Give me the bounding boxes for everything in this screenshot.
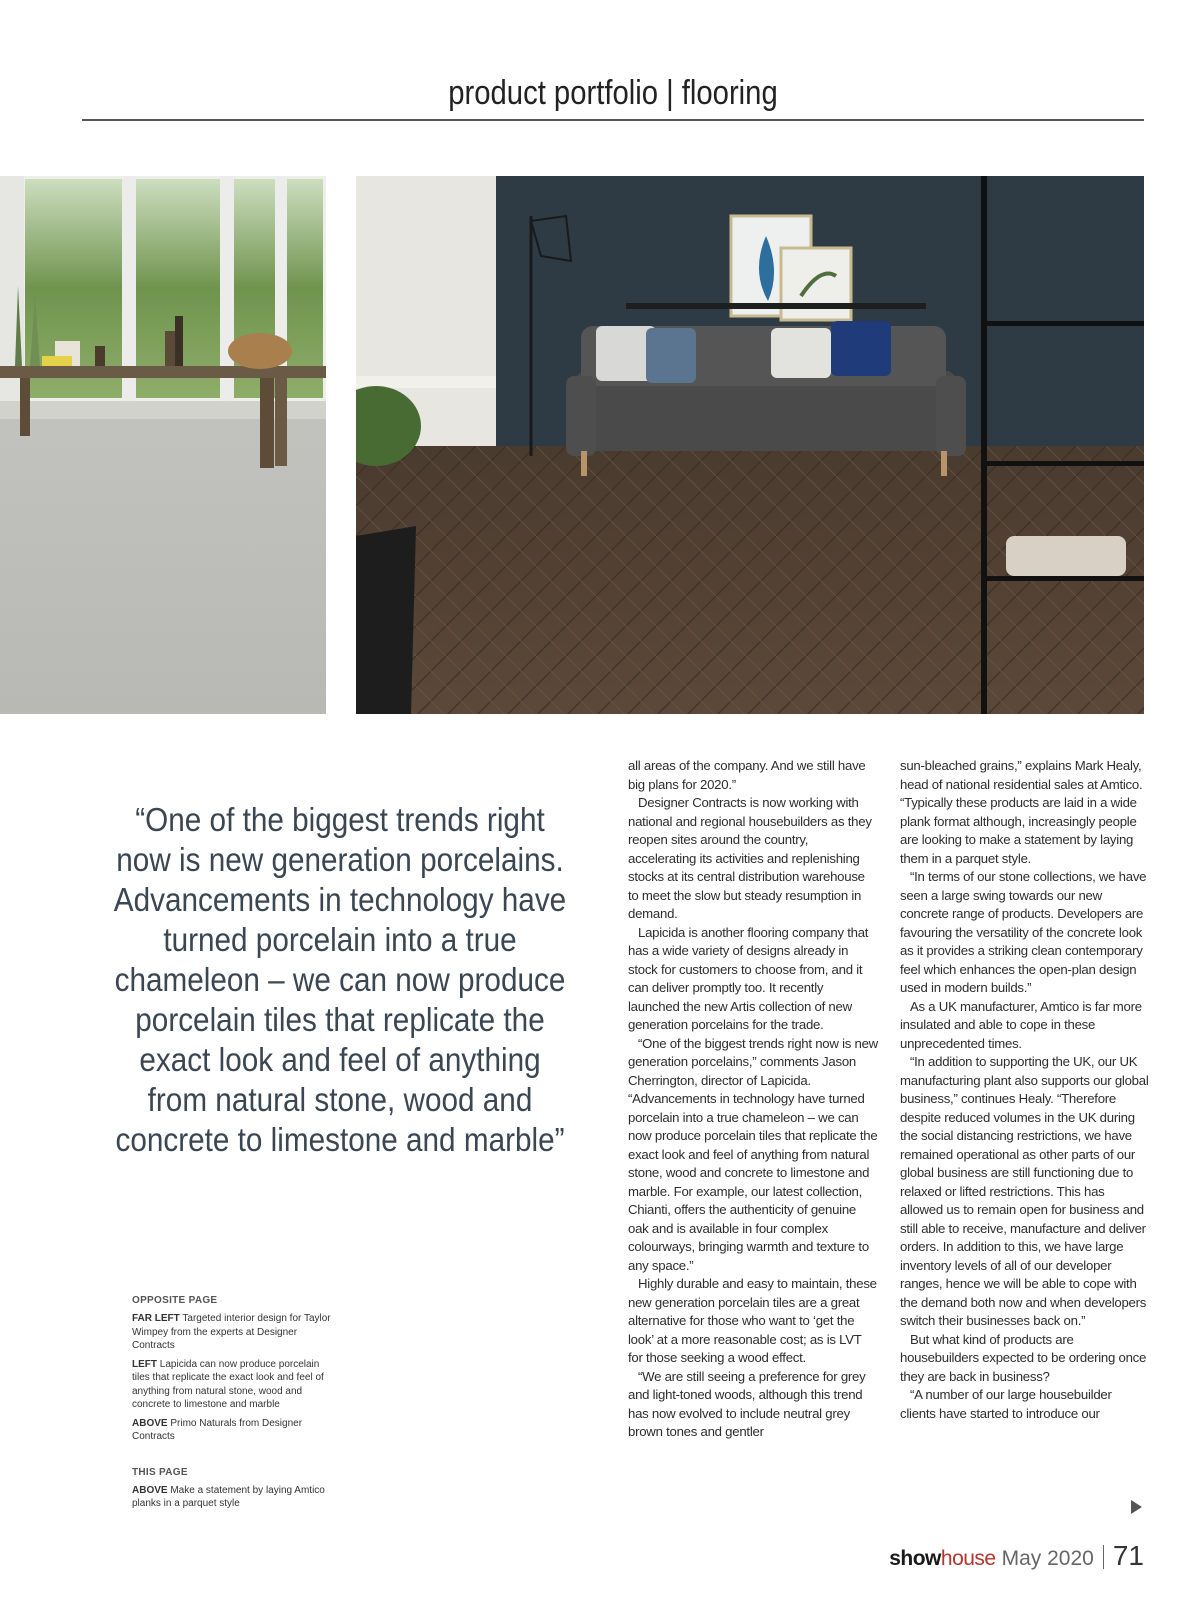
caption-text: Lapicida can now produce porcelain tiles that replicate the exact look and feel of anything from natural stone, wood and concrete to limestone and marble bbox=[132, 1358, 324, 1410]
caption-label: LEFT bbox=[132, 1358, 157, 1370]
paragraph: “A number of our large housebuilder clients have started to introduce our bbox=[900, 1387, 1112, 1421]
photo-carpet-room bbox=[0, 176, 326, 714]
continue-arrow-icon bbox=[1131, 1500, 1142, 1514]
paragraph: all areas of the company. And we still have big plans for 2020.” bbox=[628, 758, 866, 792]
paragraph: As a UK manufacturer, Amtico is far more insulated and able to cope in these unprecedented times. bbox=[900, 998, 1142, 1051]
page-number: 71 bbox=[1112, 1540, 1144, 1571]
caption-label: ABOVE bbox=[132, 1417, 168, 1429]
paragraph: sun-bleached grains,” explains Mark Healy, head of national residential sales at Amtico. “Typically these products are laid in a wide plank format although, increasingly people are looking to make a statement by laying them in a parquet style. bbox=[900, 758, 1143, 866]
caption-text: Targeted interior design for Taylor Wimpey from the experts at Designer Contracts bbox=[132, 1313, 331, 1351]
footer-divider bbox=[1103, 1545, 1104, 1569]
paragraph: But what kind of products are housebuilders expected to be ordering once they are back in business? bbox=[900, 1331, 1147, 1384]
caption-text: Primo Naturals from Designer Contracts bbox=[132, 1417, 303, 1442]
paragraph: Designer Contracts is now working with national and regional housebuilders as they reopen sites around the country, accelerating its activities and replenishing stocks at its central distribution warehouse to meet the slow but steady resumption in demand. bbox=[628, 795, 872, 921]
photo-captions bbox=[132, 1295, 332, 1516]
pull-quote: “One of the biggest trends right now is new generation porcelains. Advancements in technology have turned porcelain into a true chameleon – we can now produce porcelain tiles that replicate the exact look and feel of anything from natural stone, wood and concrete to limestone and marble” bbox=[113, 801, 567, 1158]
caption-label: FAR LEFT bbox=[132, 1313, 180, 1324]
caption-heading-this: THIS PAGE bbox=[132, 1466, 188, 1478]
issue-date: May 2020 bbox=[1001, 1547, 1094, 1570]
caption-left bbox=[132, 1358, 332, 1412]
paragraph: Lapicida is another flooring company that has a wide variety of designs already in stock for customers to choose from, and it can deliver promptly too. It recently launched the new Artis collection of new generation porcelains for the trade. bbox=[628, 924, 869, 1032]
brand-house: house bbox=[940, 1547, 996, 1570]
paragraph: Highly durable and easy to maintain, these new generation porcelain tiles are a great alternative for those who want to ‘get the look’ at a more reasonable cost; as is LVT for those seeking a wood effect. bbox=[628, 1276, 877, 1365]
page-footer bbox=[889, 1540, 1144, 1572]
caption-far-left bbox=[132, 1312, 332, 1353]
paragraph: “We are still seeing a preference for grey and light-toned woods, although this trend has now evolved to include neutral grey brown tones and gentler bbox=[628, 1368, 866, 1439]
photo-parquet-living-room bbox=[356, 176, 1144, 714]
paragraph: “One of the biggest trends right now is new generation porcelains,” comments Jason Cherrington, director of Lapicida. “Advancements in technology have turned porcelain into a true chameleon – we can now produce porcelain tiles that replicate the exact look and feel of anything from natural stone, wood and concrete to limestone and marble. For example, our latest collection, Chianti, offers the authenticity of genuine oak and is available in four complex colourways, bringing warmth and texture to any space.” bbox=[628, 1035, 878, 1273]
caption-above bbox=[132, 1417, 332, 1444]
paragraph: “In addition to supporting the UK, our UK manufacturing plant also supports our global business,” continues Healy. “Therefore despite reduced volumes in the UK during the social distancing restrictions, we have remained operational as other parts of our global business are still functioning due to relaxed or lifted restrictions. This has allowed us to remain open for business and still able to receive, manufacture and deliver orders. In addition to this, we have large inventory levels of all of our developer ranges, hence we will be able to cope with the demand both now and when developers switch their businesses back on.” bbox=[900, 1054, 1149, 1328]
caption-text: Make a statement by laying Amtico planks in a parquet style bbox=[132, 1484, 325, 1509]
caption-heading-opposite: OPPOSITE PAGE bbox=[132, 1295, 218, 1306]
page-header-title: product portfolio | flooring bbox=[448, 74, 778, 112]
body-column-1 bbox=[628, 757, 878, 1442]
caption-this-above bbox=[132, 1484, 332, 1511]
caption-label: ABOVE bbox=[132, 1484, 168, 1496]
paragraph: “In terms of our stone collections, we have seen a large swing towards our new concrete range of products. Developers are favouring the versatility of the concrete look as it provides a striking clean contemporary feel which enhances the open-plan design used in modern builds.” bbox=[900, 869, 1147, 995]
body-column-2 bbox=[900, 757, 1150, 1423]
header-rule bbox=[82, 119, 1144, 121]
brand-show: show bbox=[889, 1547, 941, 1570]
